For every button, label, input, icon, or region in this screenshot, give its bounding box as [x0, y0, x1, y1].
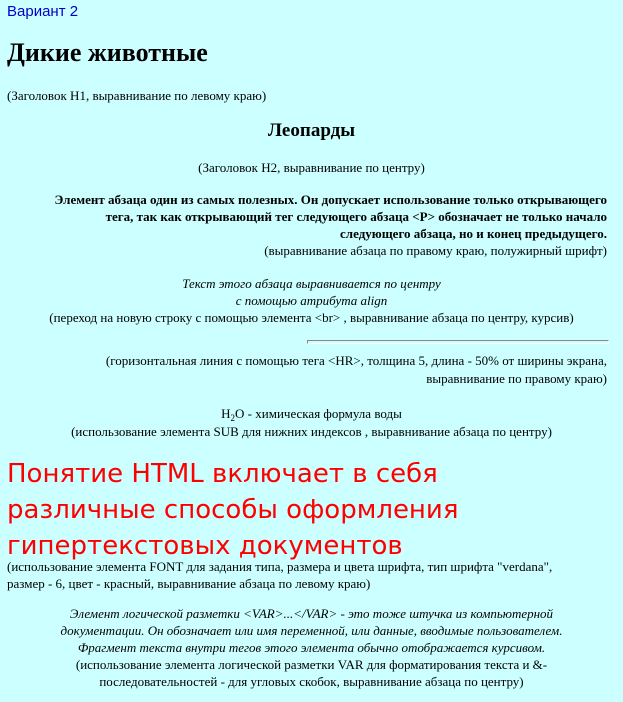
font-demo-line: гипертекстовых документов	[7, 531, 403, 561]
font-note-line: размер - 6, цвет - красный, выравнивание абзаца по левому краю)	[7, 576, 371, 591]
bold-paragraph-note: (выравнивание абзаца по правому краю, полужирный шрифт)	[264, 243, 607, 258]
font-demo-line: различные способы оформления	[7, 495, 459, 525]
heading-2: Леопарды	[267, 120, 356, 141]
italic-paragraph-line: с помощью атрибута align	[235, 293, 388, 308]
var-paragraph	[0, 605, 623, 690]
formula-h: H	[221, 406, 231, 421]
hr-note	[7, 352, 607, 388]
formula-subscript: 2	[230, 413, 236, 423]
font-note-line: (использование элемента FONT для задания типа, размера и цвета шрифта, тип шрифта "verdana",	[7, 559, 553, 574]
formula-line	[0, 405, 623, 423]
var-paragraph-note: (использование элемента логической разметки VAR для форматирования текста и &-	[75, 657, 548, 672]
var-paragraph-line: Элемент логической разметки <VAR>...</VAR> - это тоже штучка из компьютерной	[69, 606, 554, 621]
bold-paragraph	[7, 191, 607, 259]
font-demo-text	[7, 456, 617, 564]
hr-note-line: (горизонтальная линия с помощью тега <HR>, толщина 5, длина - 50% от ширины экрана,	[105, 353, 607, 368]
heading-2-note: (Заголовок H2, выравнивание по центру)	[198, 160, 425, 175]
font-demo-note	[7, 558, 617, 592]
italic-paragraph-line: Текст этого абзаца выравнивается по центру	[182, 276, 441, 291]
heading-1: Дикие животные	[7, 38, 208, 67]
hr-note-line: выравнивание по правому краю)	[426, 371, 607, 386]
horizontal-rule	[307, 340, 609, 344]
formula-note: (использование элемента SUB для нижних индексов , выравнивание абзаца по центру)	[71, 424, 552, 439]
variant-label: Вариант 2	[7, 3, 79, 20]
italic-paragraph	[0, 275, 623, 326]
font-demo-line: Понятие HTML включает в себя	[7, 459, 438, 489]
var-paragraph-line: Фрагмент текста внутри тегов этого элемента обычно отображается курсивом.	[77, 640, 546, 655]
water-formula	[0, 405, 623, 441]
bold-paragraph-line: тега, так как открывающий тег следующего абзаца <P> обозначает не только начало	[105, 209, 607, 224]
var-paragraph-line: документации. Он обозначает или имя переменной, или данные, вводимые пользователем.	[60, 623, 563, 638]
var-paragraph-note: последовательностей - для угловых скобок, выравнивание абзаца по центру)	[99, 674, 524, 689]
heading-1-note: (Заголовок H1, выравнивание по левому краю)	[7, 88, 267, 103]
bold-paragraph-line: Элемент абзаца один из самых полезных. Он допускает использование только открывающего	[54, 192, 607, 207]
bold-paragraph-line: следующего абзаца, но и конец предыдущего.	[340, 226, 607, 241]
italic-paragraph-note: (переход на новую строку с помощью элемента <br> , выравнивание абзаца по центру, курсив)	[49, 310, 574, 325]
formula-rest: O - химическая формула воды	[235, 406, 402, 421]
